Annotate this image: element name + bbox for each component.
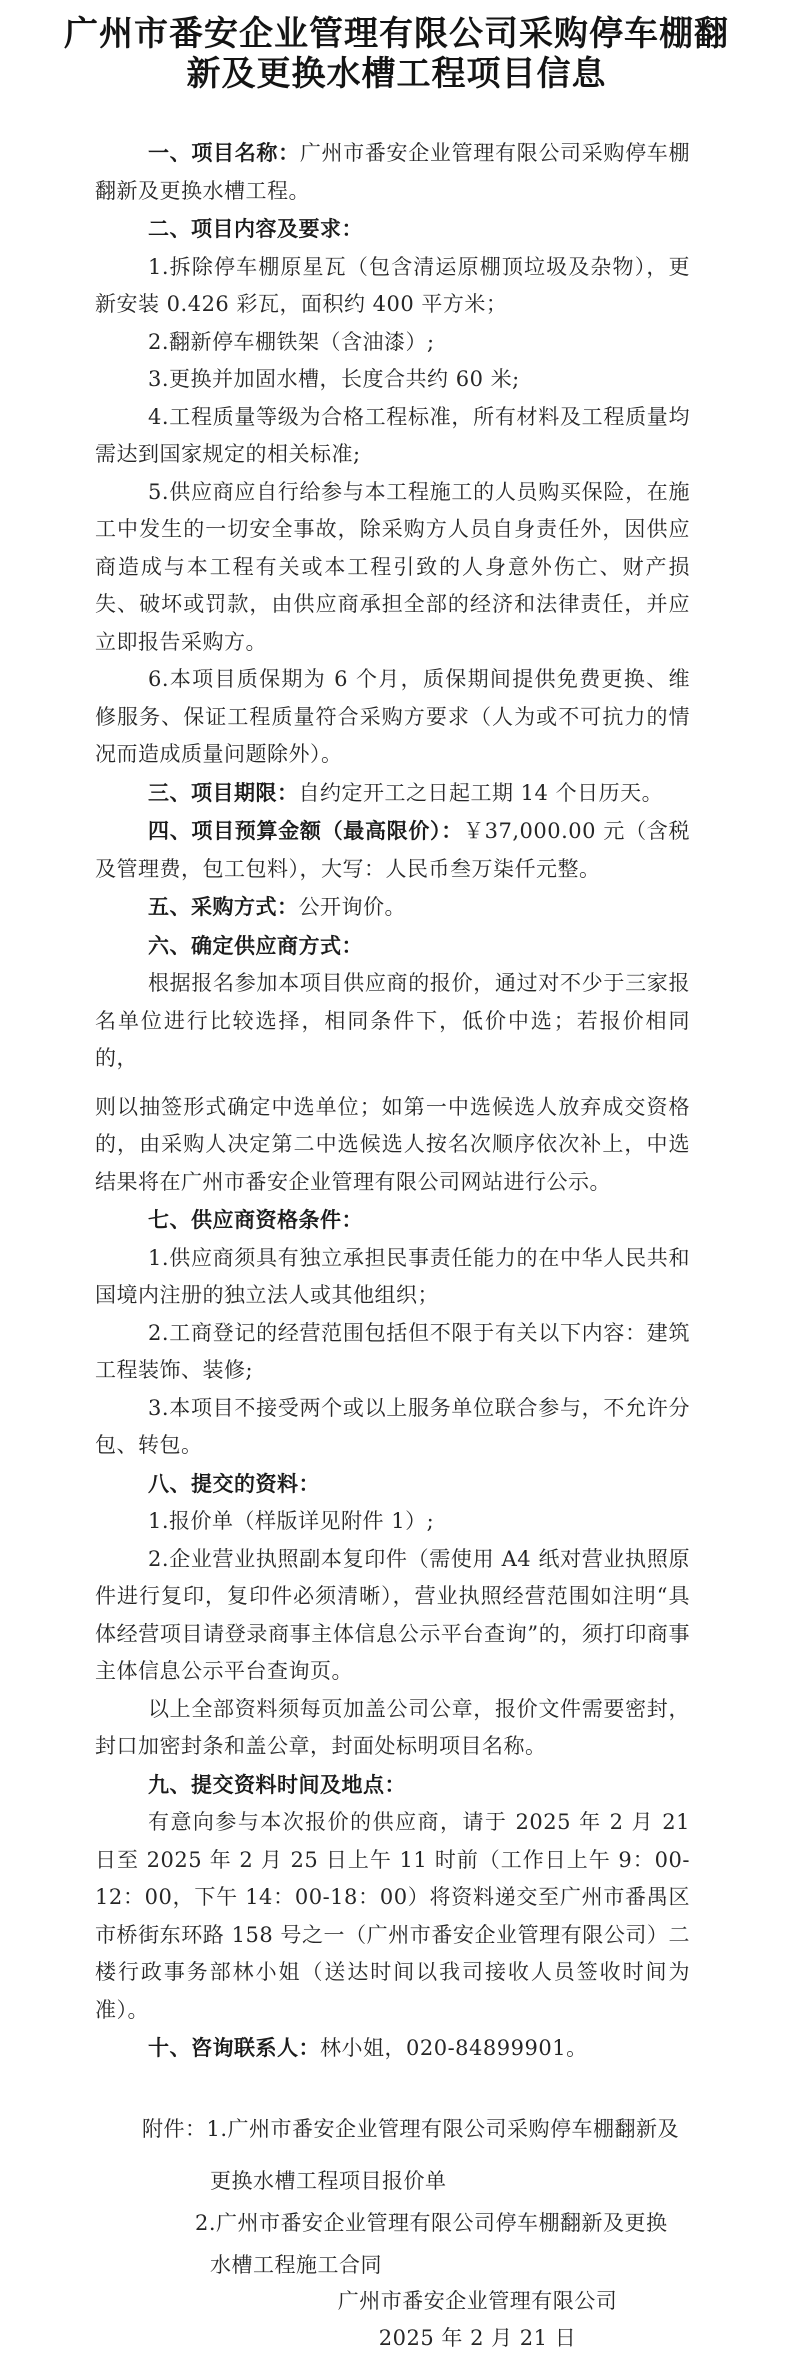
section-label-1: 一、项目名称： bbox=[148, 140, 300, 165]
content-item-6-text: 6.本项目质保期为 6 个月，质保期间提供免费更换、维修服务、保证工程质量符合采购方要求（人为或不可抗力的情况而造成质量问题除外）。 bbox=[95, 667, 690, 766]
attachment-2-line-1: 2.广州市番安企业管理有限公司停车棚翻新及更换 bbox=[195, 2210, 668, 2235]
section-label-8: 八、提交的资料： bbox=[148, 1470, 320, 1496]
para-supplier-selection-heading bbox=[95, 927, 690, 966]
content-item-1-text: 1.拆除停车棚原星瓦（包含清运原棚顶垃圾及杂物），更新安装 0.426 彩瓦，面积约 400 平方米； bbox=[95, 254, 690, 316]
para-qualification-item-1 bbox=[95, 1240, 690, 1315]
para-project-name bbox=[95, 134, 690, 210]
supplier-selection-text-1: 根据报名参加本项目供应商的报价，通过对不少于三家报名单位进行比较选择，相同条件下，低价中选；若报价相同的， bbox=[95, 971, 690, 1070]
para-content-item-1 bbox=[95, 249, 690, 324]
attachment-2-line-2: 水槽工程施工合同 bbox=[210, 2252, 382, 2277]
qualification-item-3-text: 3.本项目不接受两个或以上服务单位联合参与，不允许分包、转包。 bbox=[95, 1395, 690, 1457]
attachment-1-line-2: 更换水槽工程项目报价单 bbox=[210, 2168, 447, 2193]
para-content-item-6 bbox=[95, 661, 690, 774]
materials-note-text: 以上全部资料须每页加盖公司公章，报价文件需要密封，封口加密封条和盖公章，封面处标明项目名称。 bbox=[95, 1696, 690, 1758]
document-body bbox=[0, 134, 793, 2068]
qualification-item-1-text: 1.供应商须具有独立承担民事责任能力的在中华人民共和国境内注册的独立法人或其他组织； bbox=[95, 1245, 690, 1307]
para-qualification-heading bbox=[95, 1201, 690, 1240]
para-budget bbox=[95, 812, 690, 888]
para-content-item-3 bbox=[95, 361, 690, 399]
para-qualification-item-3 bbox=[95, 1390, 690, 1465]
content-item-4-text: 4.工程质量等级为合格工程标准，所有材料及工程质量均需达到国家规定的相关标准; bbox=[95, 404, 690, 466]
document-title bbox=[0, 0, 793, 94]
section-label-6: 六、确定供应商方式： bbox=[148, 932, 363, 958]
submission-detail-text: 有意向参与本次报价的供应商，请于 2025 年 2 月 21 日至 2025 年 2 月 25 日上午 11 时前（工作日上午 9：00-12：00，下午 14：00-18：00）将资料递交至广州市番禺区市桥街东环路 158 号之一（广州市番安企业管理有限公司）二楼行政事务部林小姐（送达时间以我司接收人员签收时间为准）。 bbox=[95, 1810, 690, 2022]
para-contact bbox=[95, 2029, 690, 2068]
section-text-5: 公开询价。 bbox=[298, 895, 406, 919]
section-label-9: 九、提交资料时间及地点： bbox=[148, 1771, 406, 1797]
content-item-3-text: 3.更换并加固水槽，长度合共约 60 米; bbox=[148, 367, 520, 391]
para-qualification-item-2 bbox=[95, 1315, 690, 1390]
para-content-item-4 bbox=[95, 399, 690, 474]
para-materials-item-1 bbox=[95, 1503, 690, 1541]
section-text-1: 广州市番安企业管理有限公司采购停车棚翻新及更换水槽工程。 bbox=[95, 141, 690, 203]
para-materials-item-2 bbox=[95, 1541, 690, 1691]
para-content-item-5 bbox=[95, 474, 690, 662]
section-label-7: 七、供应商资格条件： bbox=[148, 1207, 363, 1232]
materials-item-1-text: 1.报价单（样版详见附件 1）; bbox=[148, 1509, 435, 1533]
materials-item-2-text: 2.企业营业执照副本复印件（需使用 A4 纸对营业执照原件进行复印，复印件必须清晰），营业执照经营范围如注明“具体经营项目请登录商事主体信息公示平台查询”的，须打印商事主体信息公示平台查询页。 bbox=[95, 1546, 690, 1683]
signature-block bbox=[0, 2283, 793, 2357]
para-content-heading bbox=[95, 210, 690, 249]
para-materials-note bbox=[95, 1691, 690, 1766]
para-content-item-2 bbox=[95, 324, 690, 362]
para-submission-heading bbox=[95, 1766, 690, 1805]
section-text-4: ￥37,000.00 元（含税及管理费，包工包料），大写：人民币叁万柒仟元整。 bbox=[95, 819, 690, 881]
section-label-4: 四、项目预算金额（最高限价）： bbox=[148, 818, 463, 843]
para-supplier-selection-1 bbox=[95, 965, 690, 1078]
document-title-line-1: 广州市番安企业管理有限公司采购停车棚翻 bbox=[64, 14, 729, 54]
signature-company: 广州市番安企业管理有限公司 bbox=[337, 2289, 618, 2313]
document-title-line-2: 新及更换水槽工程项目信息 bbox=[186, 54, 607, 94]
section-text-3: 自约定开工之日起工期 14 个日历天。 bbox=[298, 780, 664, 805]
content-item-2-text: 2.翻新停车棚铁架（含油漆）; bbox=[148, 329, 435, 354]
qualification-item-2-text: 2.工商登记的经营范围包括但不限于有关以下内容：建筑工程装饰、装修; bbox=[95, 1320, 690, 1382]
signature-date: 2025 年 2 月 21 日 bbox=[378, 2326, 577, 2350]
section-label-2: 二、项目内容及要求： bbox=[148, 216, 363, 241]
supplier-selection-text-2: 则以抽签形式确定中选单位；如第一中选候选人放弃成交资格的，由采购人决定第二中选候选人按名次顺序依次补上，中选结果将在广州市番安企业管理有限公司网站进行公示。 bbox=[95, 1094, 690, 1194]
para-project-period bbox=[95, 774, 690, 813]
contact-text: 林小姐，020-84899901。 bbox=[320, 2036, 588, 2060]
content-item-5-text: 5.供应商应自行给参与本工程施工的人员购买保险，在施工中发生的一切安全事故，除采购方人员自身责任外，因供应商造成与本工程有关或本工程引致的人身意外伤亡、财产损失、破坏或罚款，由供应商承担全部的经济和法律责任，并应立即报告采购方。 bbox=[95, 479, 690, 654]
section-label-3: 三、项目期限： bbox=[148, 779, 299, 805]
para-submission-detail bbox=[95, 1804, 690, 2029]
attachments-block bbox=[0, 2108, 793, 2286]
para-materials-heading bbox=[95, 1465, 690, 1504]
section-label-5: 五、采购方式： bbox=[148, 894, 299, 919]
para-supplier-selection-2 bbox=[95, 1089, 690, 1202]
attachment-1-line-1: 附件：1.广州市番安企业管理有限公司采购停车棚翻新及 bbox=[142, 2116, 680, 2141]
para-procurement-method bbox=[95, 888, 690, 927]
section-label-10: 十、咨询联系人： bbox=[148, 2035, 320, 2060]
